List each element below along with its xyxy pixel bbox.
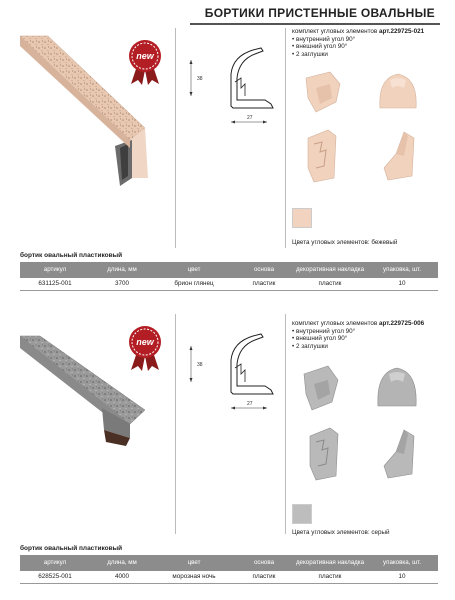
kit-item: • внутренний угол 90° (292, 328, 440, 336)
new-badge-icon (125, 324, 165, 372)
column-header: основа (234, 555, 294, 571)
kit-item: • внешний угол 90° (292, 43, 440, 51)
outer-corner-part (374, 68, 422, 118)
header-rule (190, 23, 440, 25)
table-header-row (20, 555, 438, 571)
kit-article: арт.229725-006 (379, 320, 425, 327)
corner-parts (292, 362, 438, 487)
dim-width-label: 27 (247, 115, 253, 121)
column-header: цвет (154, 262, 234, 278)
divider (175, 28, 176, 248)
table-title: бортик овальный пластиковый (20, 545, 123, 552)
colour-caption: Цвета угловых элементов: серый (292, 529, 390, 536)
dim-width-label: 27 (247, 401, 253, 407)
kit-block (292, 28, 440, 58)
table-header-row (20, 262, 438, 278)
cell-length: 3700 (90, 278, 154, 290)
kit-block (292, 320, 440, 350)
cell-colour: брион глянец (154, 278, 234, 290)
cell-article: 628525-001 (20, 571, 90, 583)
kit-list (292, 36, 440, 59)
kit-list (292, 328, 440, 351)
cell-length: 4000 (90, 571, 154, 583)
column-header: длина, мм (90, 262, 154, 278)
colour-swatch (292, 208, 312, 228)
column-header: артикул (20, 555, 90, 571)
spec-table (20, 262, 438, 291)
colour-caption: Цвета угловых элементов: бежевый (292, 239, 398, 246)
column-header: артикул (20, 262, 90, 278)
product-section (20, 314, 438, 584)
kit-article: арт.229725-021 (379, 28, 425, 35)
colour-swatch (292, 504, 312, 524)
kit-title: комплект угловых элементов арт.229725-021 (292, 28, 425, 35)
end-cap-right (378, 128, 422, 184)
cell-article: 631125-001 (20, 278, 90, 290)
column-header: цвет (154, 555, 234, 571)
page-title: БОРТИКИ ПРИСТЕННЫЕ ОВАЛЬНЫЕ (204, 6, 435, 20)
column-header: упаковка, шт. (366, 555, 438, 571)
profile-drawing (183, 324, 281, 444)
column-header: упаковка, шт. (366, 262, 438, 278)
kit-item: • 2 заглушки (292, 343, 440, 351)
table-row (20, 278, 438, 290)
profile-drawing (183, 38, 281, 158)
table-row (20, 571, 438, 583)
inner-corner-part (298, 362, 346, 416)
dim-height-label: 38 (197, 76, 203, 82)
kit-item: • внешний угол 90° (292, 335, 440, 343)
end-cap-right (378, 426, 422, 482)
end-cap-left (302, 128, 346, 184)
product-section (20, 28, 438, 298)
kit-item: • 2 заглушки (292, 51, 440, 59)
kit-item: • внутренний угол 90° (292, 36, 440, 44)
table-title: бортик овальный пластиковый (20, 252, 123, 259)
badge-label: new (136, 337, 154, 347)
cell-base: пластик (234, 571, 294, 583)
cell-overlay: пластик (294, 278, 366, 290)
cell-base: пластик (234, 278, 294, 290)
cell-colour: морозная ночь (154, 571, 234, 583)
inner-corner-part (300, 68, 348, 118)
end-cap-left (304, 426, 348, 482)
new-badge-icon (125, 38, 165, 86)
divider (285, 314, 286, 534)
page-header (0, 0, 455, 25)
spec-table (20, 555, 438, 584)
corner-parts (292, 68, 438, 193)
dim-height-label: 38 (197, 362, 203, 368)
cell-overlay: пластик (294, 571, 366, 583)
column-header: декоративная накладка (294, 262, 366, 278)
cell-pack: 10 (366, 278, 438, 290)
divider (175, 314, 176, 534)
kit-title: комплект угловых элементов арт.229725-006 (292, 320, 425, 327)
divider (285, 28, 286, 248)
outer-corner-part (372, 362, 422, 416)
badge-label: new (136, 51, 154, 61)
cell-pack: 10 (366, 571, 438, 583)
column-header: декоративная накладка (294, 555, 366, 571)
column-header: длина, мм (90, 555, 154, 571)
column-header: основа (234, 262, 294, 278)
